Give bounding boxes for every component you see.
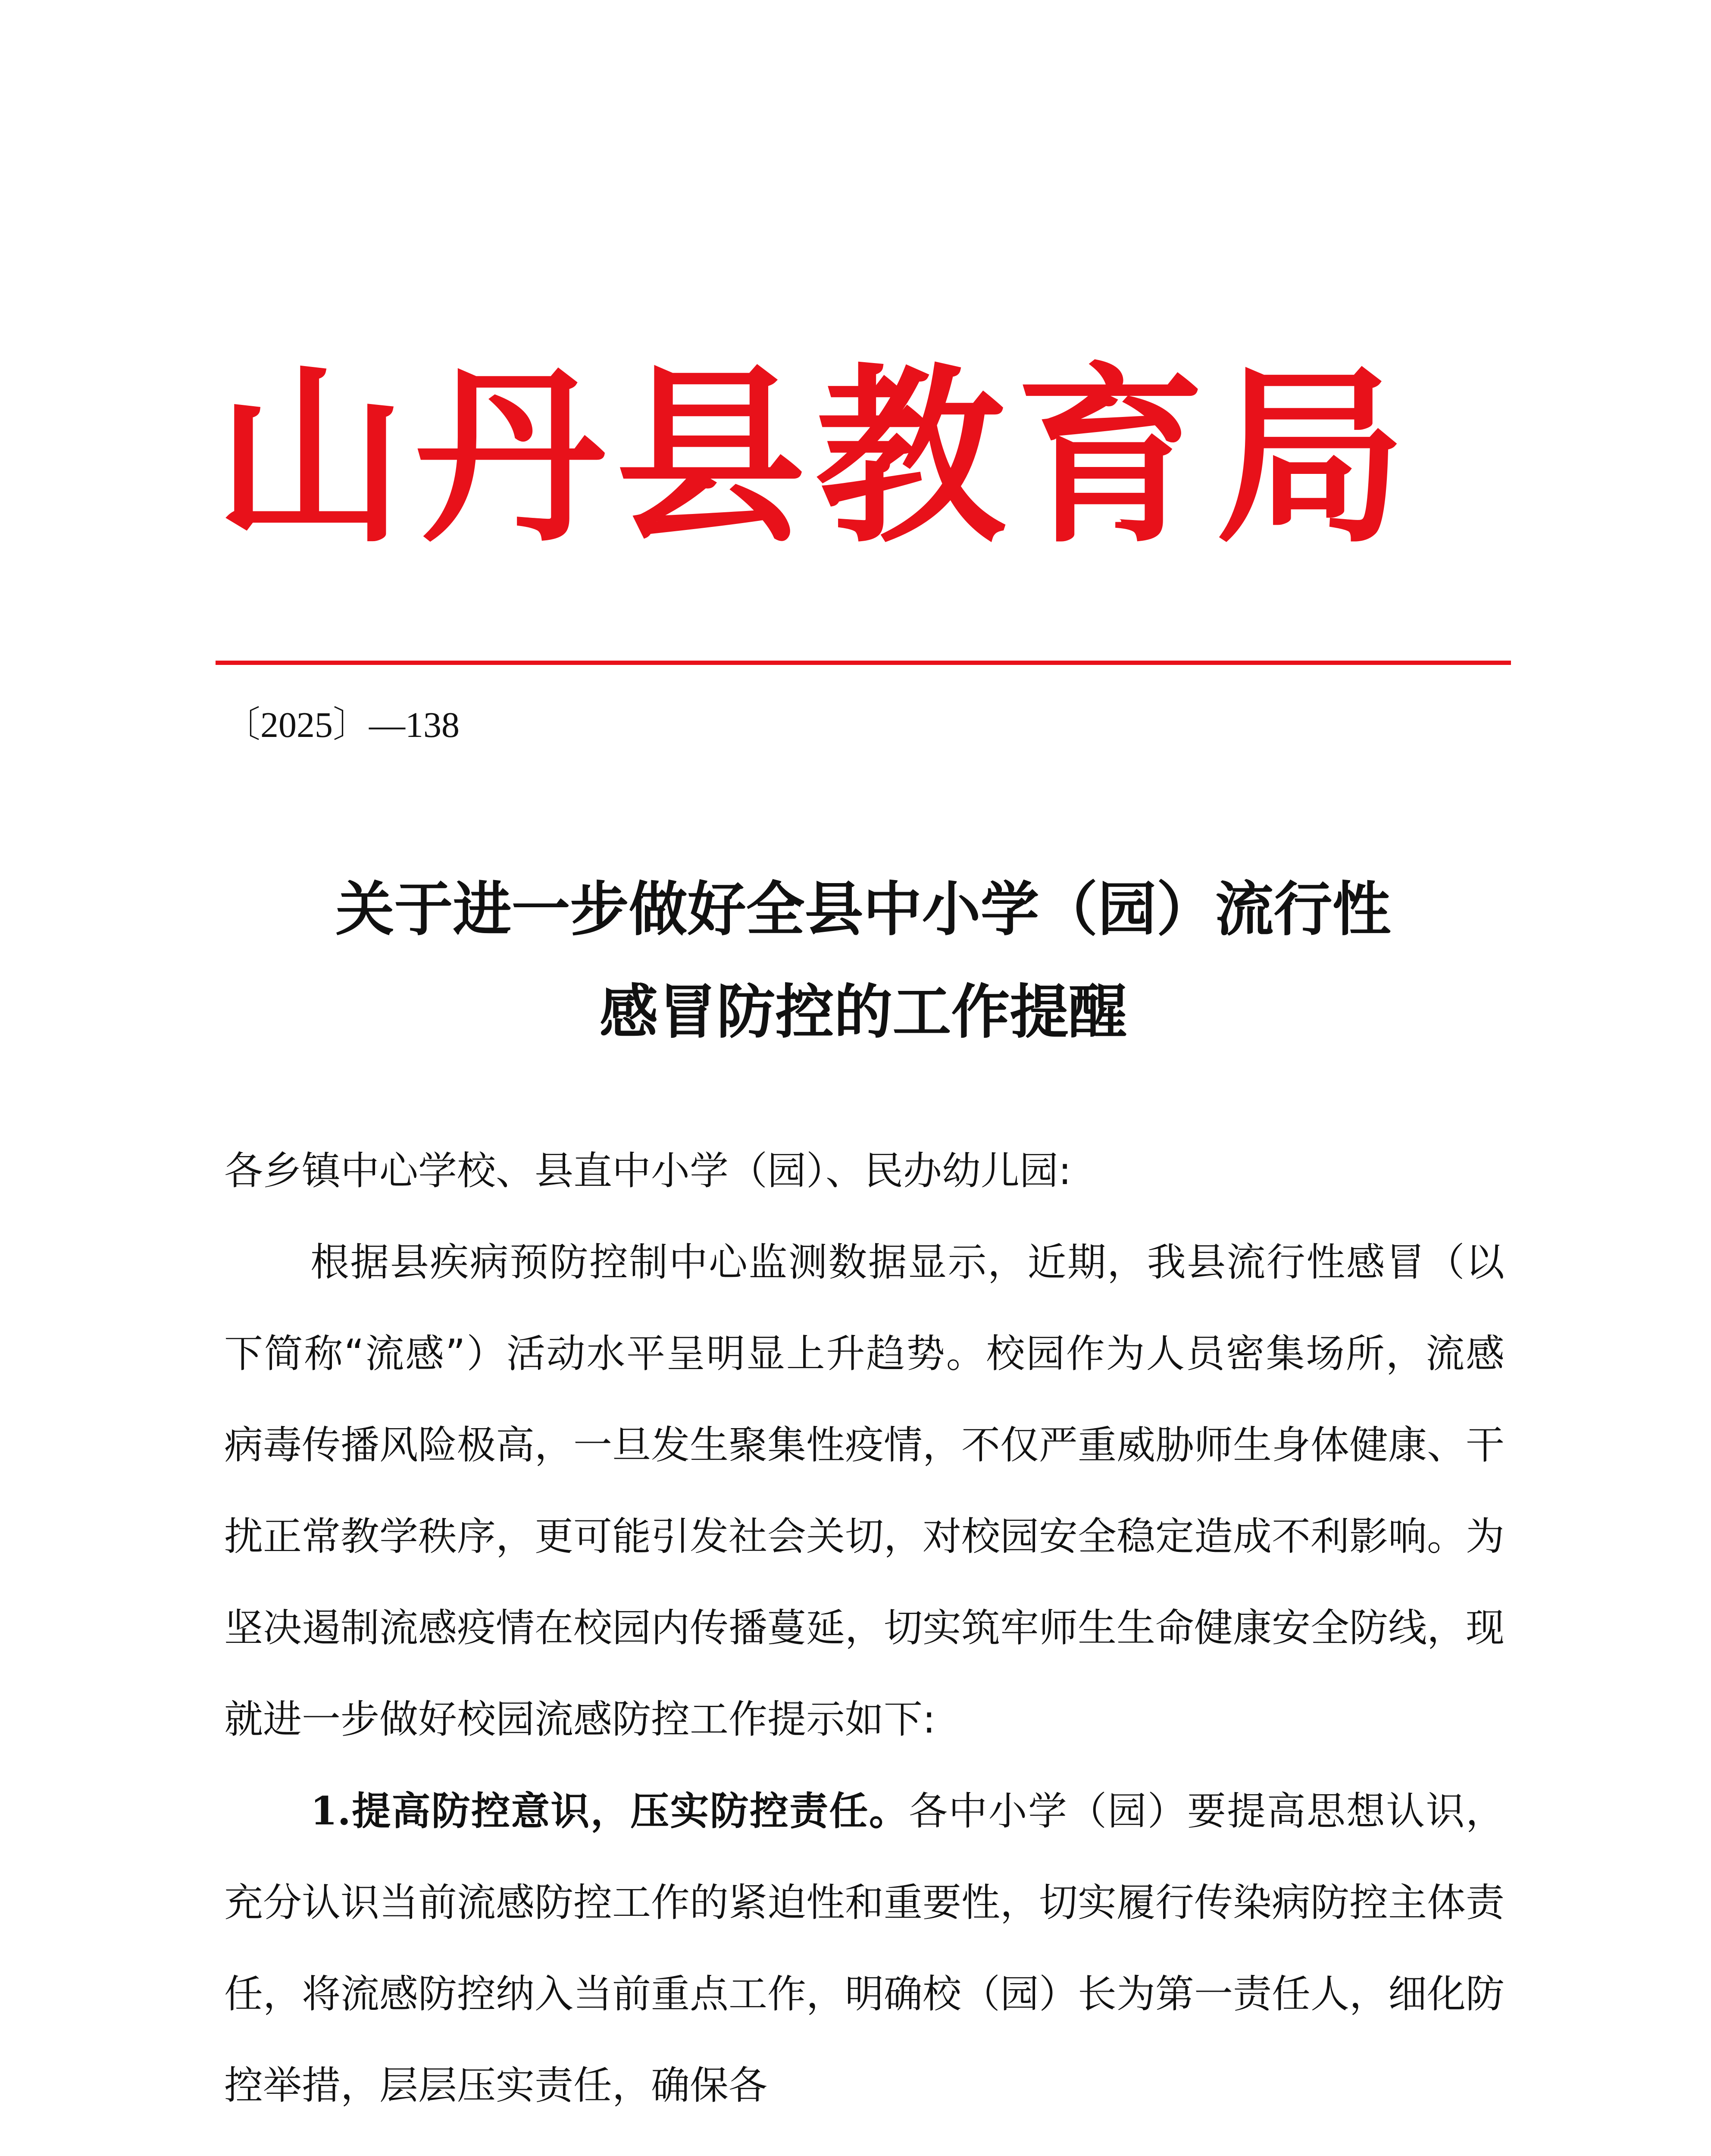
red-separator-line (216, 661, 1511, 665)
item-1-text: 各中小学（园）要提高思想认识，充分认识当前流感防控工作的紧迫性和重要性，切实履行传染病防控主体责任，将流感防控纳入当前重点工作，明确校（园）长为第一责任人，细化防控举措，层层压实责任，确保各 (224, 1789, 1505, 2108)
paragraph-background: 根据县疾病预防控制中心监测数据显示，近期，我县流行性感冒（以下简称“流感”）活动水平呈明显上升趋势。校园作为人员密集场所，流感病毒传播风险极高，一旦发生聚集性疫情，不仅严重威胁师生身体健康、干扰正常教学秩序，更可能引发社会关切，对校园安全稳定造成不利影响。为坚决遏制流感疫情在校园内传播蔓延，切实筑牢师生生命健康安全防线，现就进一步做好校园流感防控工作提示如下: (224, 1240, 1505, 1742)
document-number: 〔2025〕—138 (224, 705, 460, 745)
title-line-1: 关于进一步做好全县中小学（园）流行性 (335, 875, 1391, 944)
document-title (216, 858, 1511, 1063)
paragraph-item-1 (224, 1765, 1505, 2131)
item-1-heading: 1.提高防控意识，压实防控责任。 (310, 1788, 909, 1834)
salutation: 各乡镇中心学校、县直中小学（园）、民办幼儿园: (224, 1148, 1072, 1194)
title-line-2: 感冒防控的工作提醒 (599, 978, 1127, 1047)
document-body (224, 1125, 1505, 2131)
issuing-organization-header: 山丹县教育局 (216, 345, 1416, 568)
